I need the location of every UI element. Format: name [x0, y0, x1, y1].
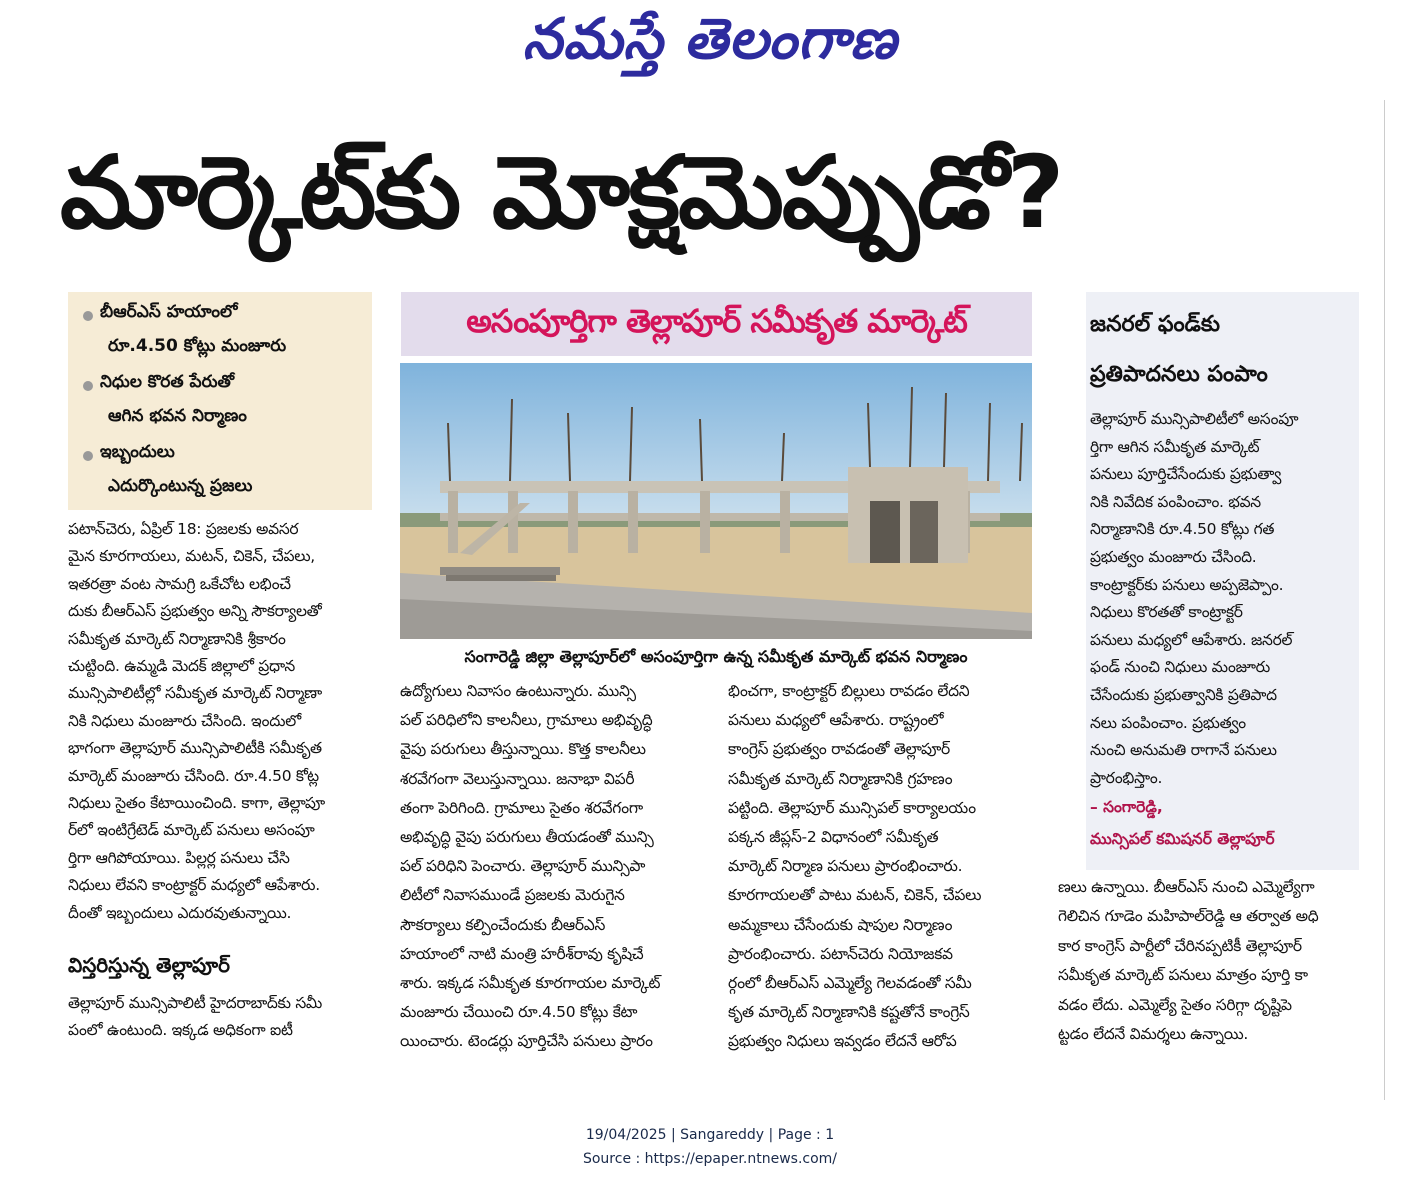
photo-banner	[401, 292, 1032, 356]
text-line: నలు పంపించాం. ప్రభుత్వం	[1090, 713, 1246, 732]
text-line: పనులు మధ్యలో ఆపేశారు. జనరల్	[1090, 630, 1293, 649]
text-line: శరవేగంగా వెలుస్తున్నాయి. జనాభా విపరీ	[400, 769, 635, 788]
text-line: పనులు పూర్తిచేసేందుకు ప్రభుత్వా	[1090, 465, 1282, 484]
text-line: నికి నిధులు మంజూరు చేసింది. ఇందులో	[68, 711, 301, 730]
text-line: సమీకృత మార్కెట్ నిర్మాణానికి శ్రీకారం	[68, 629, 286, 648]
text-line: ట్టడం లేదనే విమర్శలు ఉన్నాయి.	[1058, 1025, 1248, 1043]
newspaper-masthead: నమస్తే తెలంగాణ	[522, 6, 898, 72]
text-line: తెల్లాపూర్ మున్సిపాలిటీ హైదరాబాద్‌కు సమీ	[68, 994, 323, 1012]
text-line: చేసేందుకు ప్రభుత్వానికి ప్రతిపాద	[1090, 686, 1277, 704]
text-line: కాంగ్రెస్ ప్రభుత్వం రావడంతో తెల్లాపూర్	[728, 740, 950, 759]
text-line: పక్కన జీప్లస్-2 విధానంలో సమీకృత	[728, 828, 939, 846]
construction-photo	[400, 363, 1032, 639]
sidebox-signature-title: మున్సిపల్ కమిషనర్ తెల్లాపూర్	[1090, 830, 1275, 848]
highlights-box	[68, 292, 372, 510]
text-line: నిధులు సైతం కేటాయించింది. కాగా, తెల్లాపూ	[68, 794, 325, 812]
sidebox-title-2: ప్రతిపాదనలు పంపాం	[1090, 362, 1268, 387]
text-line: నిధులు కొరతతో కాంట్రాక్టర్	[1090, 603, 1243, 622]
text-line: లిటీలో నివాసముండే ప్రజలకు మెరుగైన	[400, 886, 625, 905]
text-line: మంజూరు చేయించి రూ.4.50 కోట్లు కేటా	[400, 1003, 638, 1022]
text-line: నిర్మాణానికి రూ.4.50 కోట్లు గత	[1090, 520, 1275, 539]
banner-text: అసంపూర్తిగా తెల్లాపూర్ సమీకృత మార్కెట్	[466, 302, 967, 340]
text-line: ఫండ్ నుంచి నిధులు మంజూరు	[1090, 658, 1270, 677]
text-line: చుట్టింది. ఉమ్మడి మెదక్ జిల్లాలో ప్రధాన	[68, 657, 295, 675]
text-line: ర్తిగా ఆగిపోయాయి. పిల్లర్ల పనులు చేసి	[68, 848, 290, 867]
page-edge-divider	[1384, 100, 1385, 1100]
text-line: సమీకృత మార్కెట్ నిర్మాణానికి గ్రహణం	[728, 769, 953, 788]
bullet-dot-icon	[83, 311, 93, 321]
text-line: మైన కూరగాయలు, మటన్, చికెన్, చేపలు,	[68, 547, 315, 566]
text-line: ప్రారంభిస్తాం.	[1090, 768, 1163, 787]
text-line: పటాన్‌చెరు, ఏప్రిల్ 18: ప్రజలకు అవసర	[68, 520, 299, 538]
text-line: తెల్లాపూర్ మున్సిపాలిటీలో అసంపూ	[1090, 410, 1299, 428]
sidebox-signature-name: – సంగారెడ్డి,	[1090, 798, 1163, 816]
text-line: భాగంగా తెల్లాపూర్ మున్సిపాలిటీకి సమీకృత	[68, 739, 322, 758]
text-line: అమ్మకాలు చేసేందుకు షాపుల నిర్మాణం	[728, 915, 953, 934]
article-column-1-continued	[68, 994, 372, 1054]
text-line: యించారు. టెండర్లు పూర్తిచేసి పనులు ప్రారం	[400, 1032, 653, 1051]
highlight-1-line-2: రూ.4.50 కోట్లు మంజూరు	[108, 336, 287, 356]
text-line: అభివృద్ధి వైపు పరుగులు తీయడంతో మున్సి	[400, 828, 654, 846]
text-line: మార్కెట్ నిర్మాణ పనులు ప్రారంభించారు.	[728, 857, 963, 876]
text-line: పంలో ఉంటుంది. ఇక్కడ అధికంగా ఐటీ	[68, 1021, 293, 1039]
article-column-3	[728, 682, 1030, 1062]
text-line: ణలు ఉన్నాయి. బీఆర్‌ఎస్ నుంచి ఎమ్మెల్యేగా	[1058, 878, 1315, 896]
text-line: గెలిచిన గూడెం మహిపాల్‌రెడ్డి ఆ తర్వాత అధి	[1058, 907, 1319, 926]
quote-sidebox	[1086, 292, 1359, 870]
text-line: ర్‌లో ఇంటిగ్రేటెడ్ మార్కెట్ పనులు అసంపూ	[68, 821, 315, 840]
footer-date-page: 19/04/2025 | Sangareddy | Page : 1	[585, 1127, 835, 1143]
text-line: పట్టింది. తెల్లాపూర్ మున్సిపల్ కార్యాలయం	[728, 798, 976, 817]
text-line: దీంతో ఇబ్బందులు ఎదురవుతున్నాయి.	[68, 903, 292, 922]
text-line: నుంచి అనుమతి రాగానే పనులు	[1090, 741, 1277, 760]
article-column-2	[400, 682, 702, 1062]
bullet-dot-icon	[83, 451, 93, 461]
text-line: పల్ పరిధిని పెంచారు. తెల్లాపూర్ మున్సిపా	[400, 857, 646, 876]
text-line: ఉద్యోగులు నివాసం ఉంటున్నారు. మున్సి	[400, 682, 636, 700]
text-line: కూరగాయలతో పాటు మటన్, చికెన్, చేపలు	[728, 886, 982, 905]
text-line: పల్ పరిధిలోని కాలనీలు, గ్రామాలు అభివృద్ధి	[400, 711, 653, 730]
text-line: ర్తిగా ఆగిన సమీకృత మార్కెట్	[1090, 437, 1260, 456]
text-line: ర్గంలో బీఆర్‌ఎస్ ఎమ్మెల్యే గెలవడంతో సమీ	[728, 974, 972, 992]
text-line: తంగా పెరిగింది. గ్రామాలు సైతం శరవేగంగా	[400, 798, 643, 817]
text-line: ఇతరత్రా వంట సామగ్రి ఒకేచోట లభించే	[68, 574, 291, 593]
text-line: కార కాంగ్రెస్ పార్టీలో చేరినప్పటికీ తెల్లాపూర్	[1058, 936, 1302, 955]
headline: మార్కెట్‌కు మోక్షమెప్పుడో?	[60, 134, 1063, 251]
article-column-4	[1058, 878, 1360, 1058]
text-line: శారు. ఇక్కడ సమీకృత కూరగాయల మార్కెట్	[400, 974, 661, 992]
highlight-2-line-2: ఆగిన భవన నిర్మాణం	[108, 406, 247, 426]
bullet-dot-icon	[83, 381, 93, 391]
text-line: ప్రారంభించారు. పటాన్‌చెరు నియోజకవ	[728, 944, 953, 963]
text-line: నిధులు లేవని కాంట్రాక్టర్ మధ్యలో ఆపేశారు.	[68, 876, 320, 895]
text-line: ప్రభుత్వం నిధులు ఇవ్వడం లేదనే ఆరోప	[728, 1032, 957, 1051]
text-line: కాంట్రాక్టర్‌కు పనులు అప్పజెప్పాం.	[1090, 575, 1284, 594]
text-line: వడం లేదు. ఎమ్మెల్యే సైతం సరిగ్గా దృష్టిపె	[1058, 995, 1292, 1014]
text-line: వైపు పరుగులు తీస్తున్నాయి. కొత్త కాలనీలు	[400, 740, 646, 759]
highlight-2-line-1: నిధుల కొరత పేరుతో	[90, 372, 234, 396]
text-line: దుకు బీఆర్‌ఎస్ ప్రభుత్వం అన్ని సౌకర్యాలతో	[68, 602, 322, 621]
text-line: పనులు మధ్యలో ఆపేశారు. రాష్ట్రంలో	[728, 711, 944, 730]
text-line: మున్సిపాలిటీల్లో సమీకృత మార్కెట్ నిర్మాణా	[68, 684, 322, 703]
text-line: సౌకర్యాలు కల్పించేందుకు బీఆర్‌ఎస్	[400, 915, 606, 934]
subheading: విస్తరిస్తున్న తెల్లాపూర్	[68, 953, 230, 977]
highlight-1-line-1: బీఆర్‌ఎస్ హయాంలో	[90, 302, 238, 326]
sidebox-title-1: జనరల్ ఫండ్‌కు	[1090, 312, 1221, 337]
text-line: మార్కెట్ మంజూరు చేసింది. రూ.4.50 కోట్ల	[68, 766, 319, 785]
article-column-1	[68, 520, 372, 940]
footer-source: Source : https://epaper.ntnews.com/	[582, 1151, 838, 1167]
text-line: నికి నివేదిక పంపించాం. భవన	[1090, 492, 1261, 511]
text-line: కృత మార్కెట్ నిర్మాణానికి కష్టతోనే కాంగ్రెస్	[728, 1003, 970, 1022]
text-line: హయాంలో నాటి మంత్రి హరీశ్‌రావు కృషిచే	[400, 944, 644, 963]
text-line: ప్రభుత్వం మంజూరు చేసింది.	[1090, 548, 1257, 566]
highlight-3-line-2: ఎదుర్కొంటున్న ప్రజలు	[108, 476, 253, 496]
photo-caption: సంగారెడ్డి జిల్లా తెల్లాపూర్‌లో అసంపూర్తిగా ఉన్న సమీకృత మార్కెట్ భవన నిర్మాణం	[464, 647, 968, 666]
text-line: సమీకృత మార్కెట్ పనులు మాత్రం పూర్తి కా	[1058, 966, 1308, 985]
text-line: భించగా, కాంట్రాక్టర్ బిల్లులు రావడం లేదని	[728, 682, 970, 700]
highlight-3-line-1: ఇబ్బందులు	[90, 442, 175, 466]
